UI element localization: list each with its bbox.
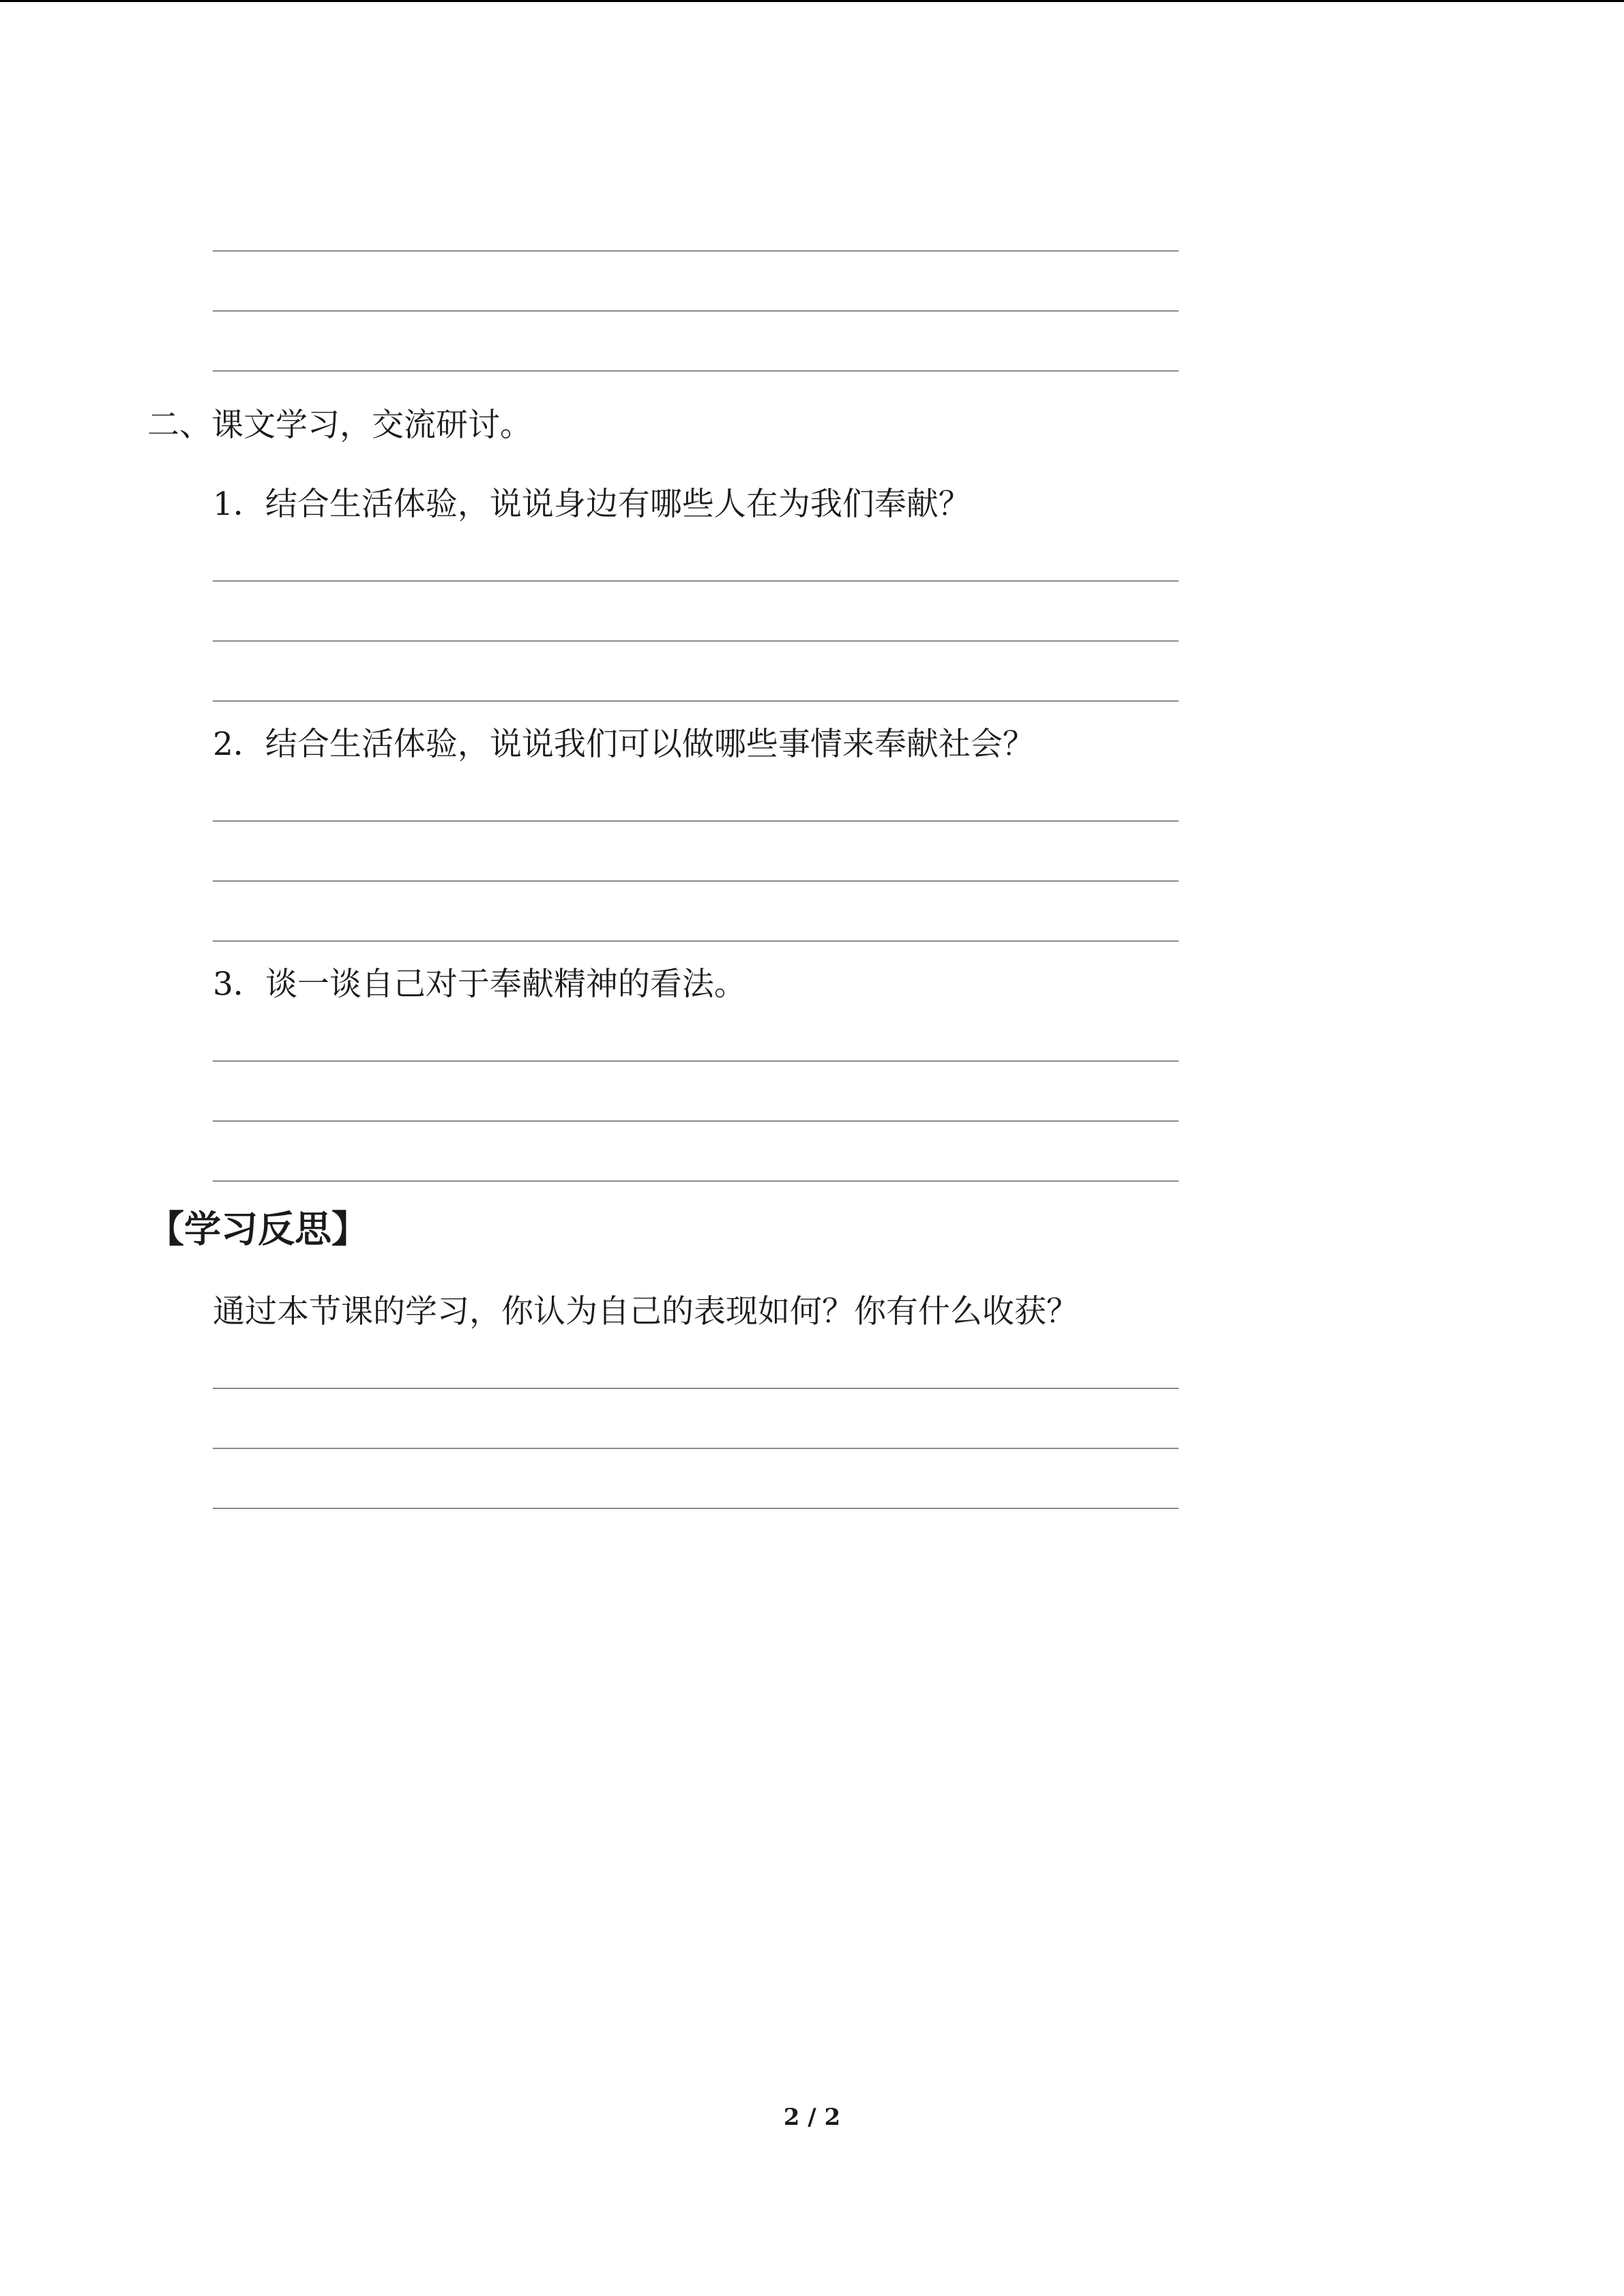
- answer-line[interactable]: [213, 820, 1179, 822]
- answer-line[interactable]: [213, 250, 1179, 252]
- answer-line[interactable]: [213, 1388, 1179, 1389]
- answer-line[interactable]: [213, 310, 1179, 312]
- answer-line[interactable]: [213, 370, 1179, 372]
- answer-line[interactable]: [213, 1508, 1179, 1509]
- answer-line[interactable]: [213, 940, 1179, 942]
- answer-line[interactable]: [213, 580, 1179, 582]
- answer-line[interactable]: [213, 1060, 1179, 1062]
- answer-line[interactable]: [213, 1120, 1179, 1122]
- answer-line[interactable]: [213, 1180, 1179, 1182]
- section-heading: 二、课文学习，交流研讨。: [147, 406, 532, 444]
- answer-line[interactable]: [213, 640, 1179, 642]
- answer-line[interactable]: [213, 880, 1179, 882]
- reflection-prompt: 通过本节课的学习，你认为自己的表现如何？你有什么收获？: [213, 1293, 1078, 1330]
- answer-line[interactable]: [213, 1448, 1179, 1449]
- answer-line[interactable]: [213, 700, 1179, 702]
- page-number: 2 / 2: [783, 2104, 841, 2131]
- question-2: 2．结合生活体验，说说我们可以做哪些事情来奉献社会？: [213, 726, 1035, 763]
- reflection-title: 【学习反思】: [147, 1208, 368, 1251]
- page-top-border: [0, 0, 1624, 2]
- question-3: 3．谈一谈自己对于奉献精神的看法。: [213, 966, 746, 1003]
- question-1: 1．结合生活体验，说说身边有哪些人在为我们奉献？: [213, 486, 971, 523]
